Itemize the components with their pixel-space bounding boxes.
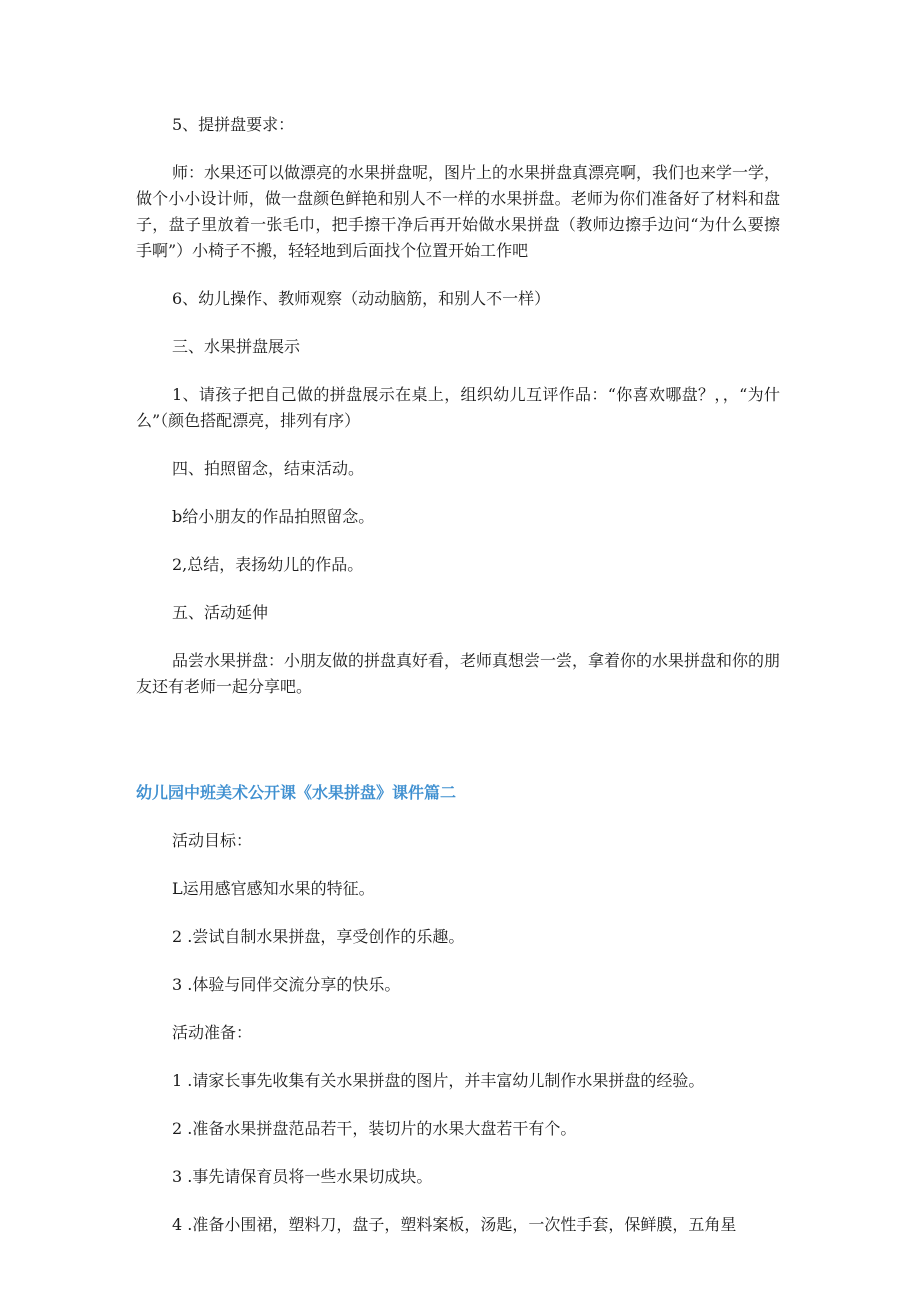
paragraph-section-3: 三、水果拼盘展示 bbox=[172, 337, 301, 356]
paragraph-step-6: 6、幼儿操作、教师观察（动动脑筋，和别人不一样） bbox=[172, 289, 551, 308]
paragraph-section-4: 四、拍照留念，结束活动。 bbox=[172, 459, 365, 478]
paragraph-activity-prep: 活动准备： bbox=[172, 1023, 253, 1042]
section-heading: 幼儿园中班美术公开课《水果拼盘》课件篇二 bbox=[136, 783, 457, 802]
paragraph-goal-3: 3 .体验与同伴交流分享的快乐。 bbox=[172, 975, 401, 994]
paragraph-prep-4: 4 .准备小围裙，塑料刀，盘子，塑料案板，汤匙，一次性手套，保鲜膜，五角星 bbox=[172, 1215, 737, 1234]
paragraph-step-5: 5、提拼盘要求： bbox=[172, 115, 295, 134]
paragraph-activity-goals: 活动目标： bbox=[172, 831, 253, 850]
document-body bbox=[136, 112, 780, 1238]
paragraph-prep-3: 3 .事先请保育员将一些水果切成块。 bbox=[172, 1167, 433, 1186]
paragraph-goal-2: 2 .尝试自制水果拼盘，享受创作的乐趣。 bbox=[172, 927, 465, 946]
paragraph-section-5: 五、活动延伸 bbox=[172, 603, 269, 622]
paragraph-display-item-1: 1、请孩子把自己做的拼盘展示在桌上，组织幼儿互评作品：“你喜欢哪盘？，，“为什么”（颜色搭配漂亮，排列有序） bbox=[136, 385, 780, 430]
paragraph-goal-1: L运用感官感知水果的特征。 bbox=[172, 879, 375, 898]
paragraph-prep-2: 2 .准备水果拼盘范品若干，装切片的水果大盘若干有个。 bbox=[172, 1119, 577, 1138]
paragraph-teacher-instructions: 师：水果还可以做漂亮的水果拼盘呢，图片上的水果拼盘真漂亮啊，我们也来学一学，做个小小设计师，做一盘颜色鲜艳和别人不一样的水果拼盘。老师为你们准备好了材料和盘子，盘子里放着一张毛巾，把手擦干净后再开始做水果拼盘（教师边擦手边问“为什么要擦手啊”）小椅子不搬，轻轻地到后面找个位置开始工作吧 bbox=[136, 163, 781, 260]
paragraph-tasting: 品尝水果拼盘：小朋友做的拼盘真好看，老师真想尝一尝，拿着你的水果拼盘和你的朋友还有老师一起分享吧。 bbox=[136, 651, 781, 696]
paragraph-prep-1: 1 .请家长事先收集有关水果拼盘的图片，并丰富幼儿制作水果拼盘的经验。 bbox=[172, 1071, 705, 1090]
paragraph-summary-item: 2,总结，表扬幼儿的作品。 bbox=[172, 555, 364, 574]
paragraph-photo-item: b给小朋友的作品拍照留念。 bbox=[172, 507, 375, 526]
